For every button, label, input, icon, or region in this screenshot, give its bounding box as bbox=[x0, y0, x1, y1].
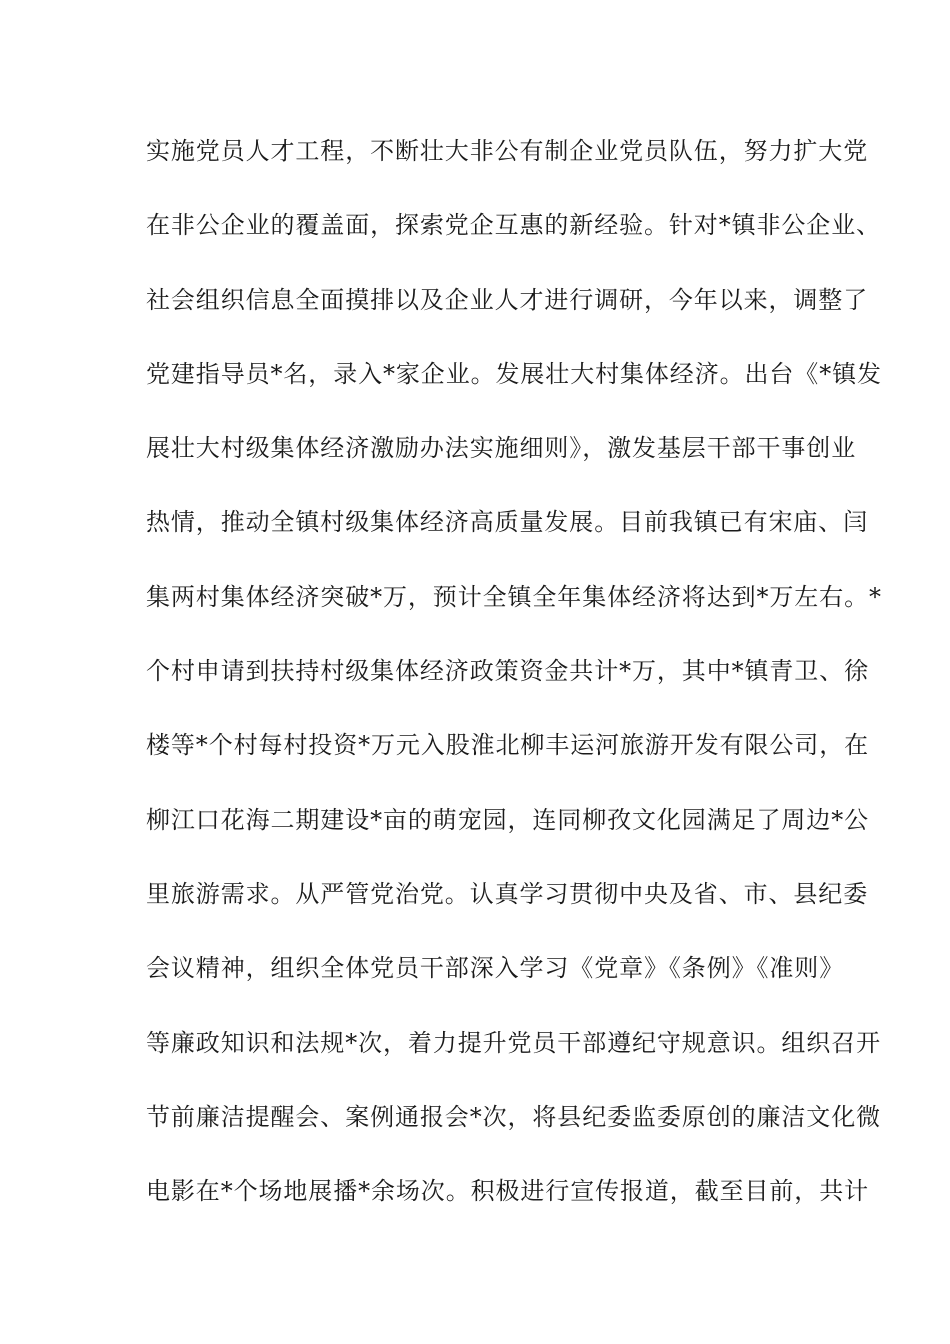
text-line-15: 电影在*个场地展播*余场次。积极进行宣传报道，截至目前，共计 bbox=[146, 1177, 869, 1206]
text-line-2: 在非公企业的覆盖面，探索党企互惠的新经验。针对*镇非公企业、 bbox=[146, 211, 881, 240]
text-line-1: 实施党员人才工程，不断壮大非公有制企业党员队伍，努力扩大党 bbox=[146, 137, 869, 165]
text-line-3: 社会组织信息全面摸排以及企业人才进行调研，今年以来，调整了 bbox=[146, 285, 869, 314]
text-line-4: 党建指导员*名，录入*家企业。发展壮大村集体经济。出台《*镇发 bbox=[146, 359, 882, 388]
text-line-10: 柳江口花海二期建设*亩的萌宠园，连同柳孜文化园满足了周边*公 bbox=[146, 805, 869, 834]
text-line-7: 集两村集体经济突破*万，预计全镇全年集体经济将达到*万左右。* bbox=[146, 582, 882, 611]
text-line-12: 会议精神，组织全体党员干部深入学习《党章》《条例》《准则》 bbox=[146, 954, 845, 983]
text-line-11: 里旅游需求。从严管党治党。认真学习贯彻中央及省、市、县纪委 bbox=[146, 879, 869, 908]
text-line-13: 等廉政知识和法规*次，着力提升党员干部遵纪守规意识。组织召开 bbox=[146, 1028, 881, 1057]
text-line-5: 展壮大村级集体经济激励办法实施细则》，激发基层干部干事创业 bbox=[146, 434, 857, 463]
body-paragraph bbox=[146, 128, 882, 1242]
text-line-9: 楼等*个村每村投资*万元入股淮北柳丰运河旅游开发有限公司，在 bbox=[146, 731, 869, 760]
text-line-14: 节前廉洁提醒会、案例通报会*次，将县纪委监委原创的廉洁文化微 bbox=[146, 1102, 881, 1131]
text-line-6: 热情，推动全镇村级集体经济高质量发展。目前我镇已有宋庙、闫 bbox=[146, 508, 869, 537]
text-line-8: 个村申请到扶持村级集体经济政策资金共计*万，其中*镇青卫、徐 bbox=[146, 657, 869, 686]
